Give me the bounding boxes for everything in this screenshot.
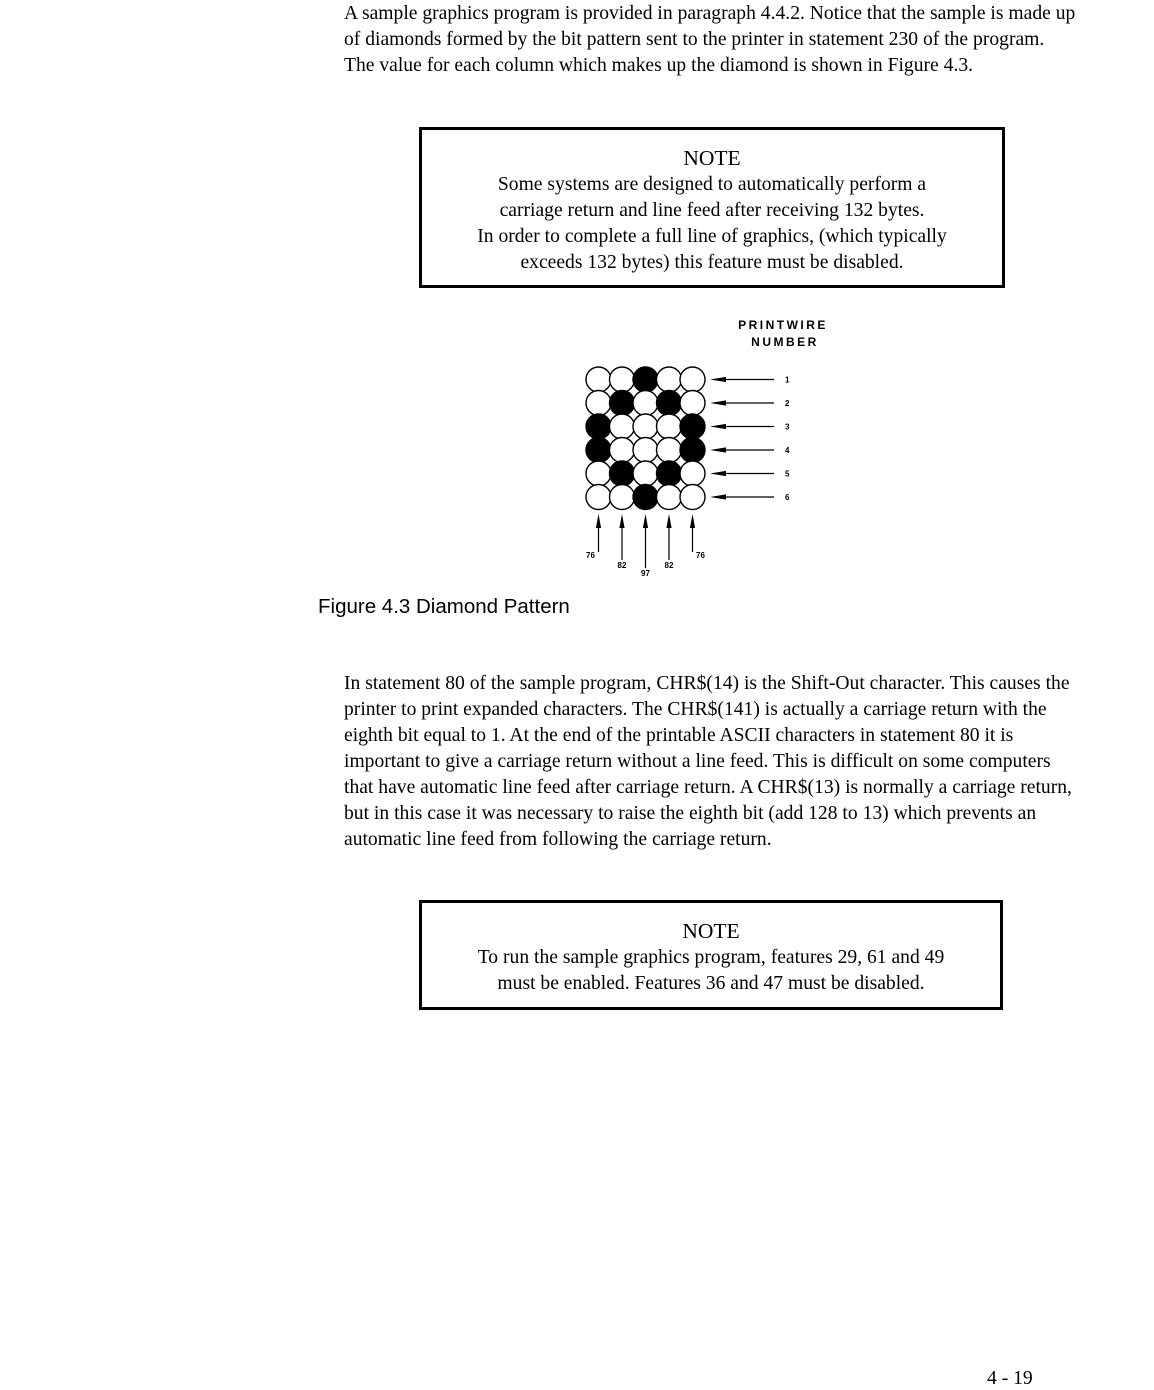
column-arrow-head: [619, 514, 624, 528]
empty-dot: [657, 485, 682, 510]
empty-dot: [610, 414, 635, 439]
wire-number: 1: [785, 375, 790, 385]
filled-dot: [633, 485, 658, 510]
empty-dot: [680, 485, 705, 510]
column-arrow-head: [643, 514, 648, 528]
empty-dot: [633, 438, 658, 463]
printwire-label-line1: PRINTWIRE: [738, 318, 828, 332]
empty-dot: [586, 391, 611, 416]
note-box-line-feed: [419, 127, 1005, 288]
empty-dot: [633, 461, 658, 486]
wire-number: 2: [785, 399, 790, 408]
note-line: carriage return and line feed after receiving 132 bytes.: [499, 200, 925, 221]
empty-dot: [633, 391, 658, 416]
column-arrows: [596, 514, 695, 568]
wire-number: 6: [785, 493, 790, 502]
empty-dot: [610, 367, 635, 392]
wire-number: 4: [785, 446, 790, 455]
empty-dot: [680, 367, 705, 392]
empty-dot: [610, 485, 635, 510]
column-arrow-head: [690, 514, 695, 528]
filled-dot: [657, 391, 682, 416]
empty-dot: [657, 438, 682, 463]
column-value: 82: [664, 561, 674, 570]
note-title: NOTE: [683, 146, 741, 170]
arrow-head: [710, 471, 726, 476]
page-number: 4 - 19: [987, 1368, 1033, 1389]
empty-dot: [633, 414, 658, 439]
empty-dot: [680, 461, 705, 486]
filled-dot: [586, 438, 611, 463]
empty-dot: [610, 438, 635, 463]
arrow-head: [710, 494, 726, 499]
empty-dot: [586, 367, 611, 392]
filled-dot: [657, 461, 682, 486]
note-line: To run the sample graphics program, features 29, 61 and 49: [477, 947, 945, 968]
empty-dot: [657, 414, 682, 439]
filled-dot: [633, 367, 658, 392]
arrow-head: [710, 447, 726, 452]
body-paragraph: In statement 80 of the sample program, CHR$(14) is the Shift-Out character. This causes the printer to print expanded characters. The CHR$(141) is actually a carriage return with the eighth bit equal to 1. At the end of the printable ASCII characters in statement 80 it is important to give a carriage return without a line feed. This is difficult on some computers that have automatic line feed after carriage return. A CHR$(13) is normally a carriage return, but in this case it was necessary to raise the eighth bit (add 128 to 13) which prevents an automatic line feed from following the carriage return.: [344, 673, 1072, 850]
note-title: NOTE: [682, 919, 740, 943]
filled-dot: [586, 414, 611, 439]
diamond-pattern-figure: [560, 310, 860, 602]
intro-paragraph: A sample graphics program is provided in paragraph 4.4.2. Notice that the sample is made up of diamonds formed by the bit pattern sent to the printer in statement 230 of the program. The value for each column which makes up the diamond is shown in Figure 4.3.: [344, 3, 1076, 76]
dot-grid: [586, 367, 705, 510]
column-value: 76: [696, 551, 705, 560]
filled-dot: [610, 391, 635, 416]
column-value: 97: [641, 569, 650, 578]
filled-dot: [680, 438, 705, 463]
note-line: exceeds 132 bytes) this feature must be disabled.: [520, 252, 904, 273]
note-box-features: [419, 900, 1003, 1010]
arrow-head: [710, 424, 726, 429]
figure-caption: Figure 4.3 Diamond Pattern: [318, 595, 570, 618]
column-arrow-head: [666, 514, 671, 528]
filled-dot: [680, 414, 705, 439]
empty-dot: [586, 485, 611, 510]
column-value: 76: [586, 551, 595, 560]
printwire-label-line2: NUMBER: [751, 335, 819, 349]
note-line: In order to complete a full line of graphics, (which typically: [477, 226, 947, 247]
arrow-head: [710, 377, 726, 382]
note-line: Some systems are designed to automatically perform a: [497, 174, 927, 195]
note-line: must be enabled. Features 36 and 47 must be disabled.: [497, 973, 925, 994]
empty-dot: [586, 461, 611, 486]
filled-dot: [610, 461, 635, 486]
printwire-arrows: [710, 376, 790, 503]
empty-dot: [680, 391, 705, 416]
column-value: 82: [617, 561, 627, 570]
arrow-head: [710, 400, 726, 405]
column-arrow-head: [596, 514, 601, 528]
wire-number: 5: [785, 469, 790, 479]
wire-number: 3: [785, 422, 790, 432]
empty-dot: [657, 367, 682, 392]
